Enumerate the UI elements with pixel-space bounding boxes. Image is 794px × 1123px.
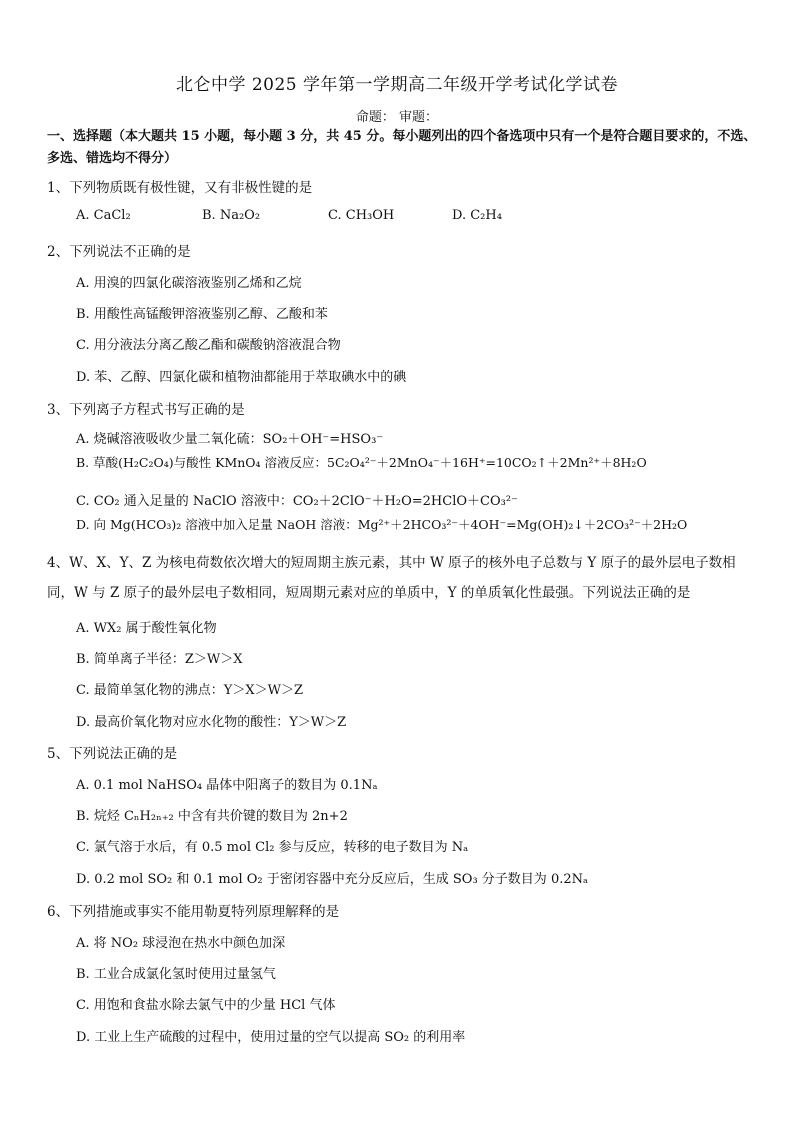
question-3-option-b: B. 草酸(H₂C₂O₄)与酸性 KMnO₄ 溶液反应：5C₂O₄²⁻＋2MnO₄⁻＋16H⁺=10CO₂↑＋2Mn²⁺＋8H₂O	[76, 455, 647, 470]
question-3-stem: 3、下列离子方程式书写正确的是	[47, 402, 245, 418]
question-3-option-c: C. CO₂ 通入足量的 NaClO 溶液中：CO₂＋2ClO⁻＋H₂O=2HClO＋CO₃²⁻	[76, 494, 518, 509]
question-5-option-a: A. 0.1 mol NaHSO₄ 晶体中阳离子的数目为 0.1Nₐ	[76, 778, 378, 793]
question-4-option-a: A. WX₂ 属于酸性氧化物	[76, 621, 217, 636]
question-2-option-d: D. 苯、乙醇、四氯化碳和植物油都能用于萃取碘水中的碘	[76, 370, 407, 385]
section-instructions: 一、选择题（本大题共 15 小题，每小题 3 分，共 45 分。每小题列出的四个备选项中只有一个是符合题目要求的，不选、多选、错选均不得分）	[47, 129, 757, 166]
question-2-option-a: A. 用溴的四氯化碳溶液鉴别乙烯和乙烷	[76, 276, 302, 291]
question-3-option-a: A. 烧碱溶液吸收少量二氧化硫：SO₂＋OH⁻=HSO₃⁻	[76, 432, 384, 447]
question-1-option-a: A. CaCl₂	[76, 208, 131, 223]
question-6-option-c: C. 用饱和食盐水除去氯气中的少量 HCl 气体	[76, 998, 336, 1013]
question-5-option-b: B. 烷烃 CₙH₂ₙ₊₂ 中含有共价键的数目为 2n+2	[76, 809, 348, 824]
question-3-option-d: D. 向 Mg(HCO₃)₂ 溶液中加入足量 NaOH 溶液：Mg²⁺＋2HCO₃²⁻＋4OH⁻=Mg(OH)₂↓＋2CO₃²⁻＋2H₂O	[76, 517, 688, 532]
question-5-stem: 5、下列说法正确的是	[47, 746, 178, 762]
exam-title: 北仑中学 2025 学年第一学期高二年级开学考试化学试卷	[175, 75, 619, 95]
question-1-option-c: C. CH₃OH	[328, 208, 395, 223]
question-1-option-d: D. C₂H₄	[452, 208, 502, 223]
question-4-option-c: C. 最简单氢化物的沸点：Y＞X＞W＞Z	[76, 683, 303, 698]
question-2-option-b: B. 用酸性高锰酸钾溶液鉴别乙醇、乙酸和苯	[76, 307, 328, 322]
question-6-option-b: B. 工业合成氯化氢时使用过量氢气	[76, 967, 276, 982]
question-5-option-d: D. 0.2 mol SO₂ 和 0.1 mol O₂ 于密闭容器中充分反应后，生成 SO₃ 分子数目为 0.2Nₐ	[76, 872, 589, 887]
question-4-stem: 4、W、X、Y、Z 为核电荷数依次增大的短周期主族元素，其中 W 原子的核外电子总数与 Y 原子的最外层电子数相同，W 与 Z 原子的最外层电子数相同，短周期元素对应的单质中，Y 的单质氧化性最强。下列说法正确的是	[47, 555, 736, 601]
question-2-stem: 2、下列说法不正确的是	[47, 244, 191, 260]
question-4-option-b: B. 简单离子半径：Z＞W＞X	[76, 652, 243, 667]
question-1-option-b: B. Na₂O₂	[202, 208, 261, 223]
author-line: 命题： 审题：	[355, 110, 439, 125]
question-6-option-d: D. 工业上生产硫酸的过程中，使用过量的空气以提高 SO₂ 的利用率	[76, 1030, 466, 1045]
question-6-stem: 6、下列措施或事实不能用勒夏特列原理解释的是	[47, 904, 340, 920]
question-6-option-a: A. 将 NO₂ 球浸泡在热水中颜色加深	[76, 936, 286, 951]
question-2-option-c: C. 用分液法分离乙酸乙酯和碳酸钠溶液混合物	[76, 338, 341, 353]
question-4-option-d: D. 最高价氧化物对应水化物的酸性：Y＞W＞Z	[76, 715, 347, 730]
question-5-option-c: C. 氯气溶于水后，有 0.5 mol Cl₂ 参与反应，转移的电子数目为 Nₐ	[76, 840, 469, 855]
question-1-stem: 1、下列物质既有极性键，又有非极性键的是	[47, 180, 313, 196]
